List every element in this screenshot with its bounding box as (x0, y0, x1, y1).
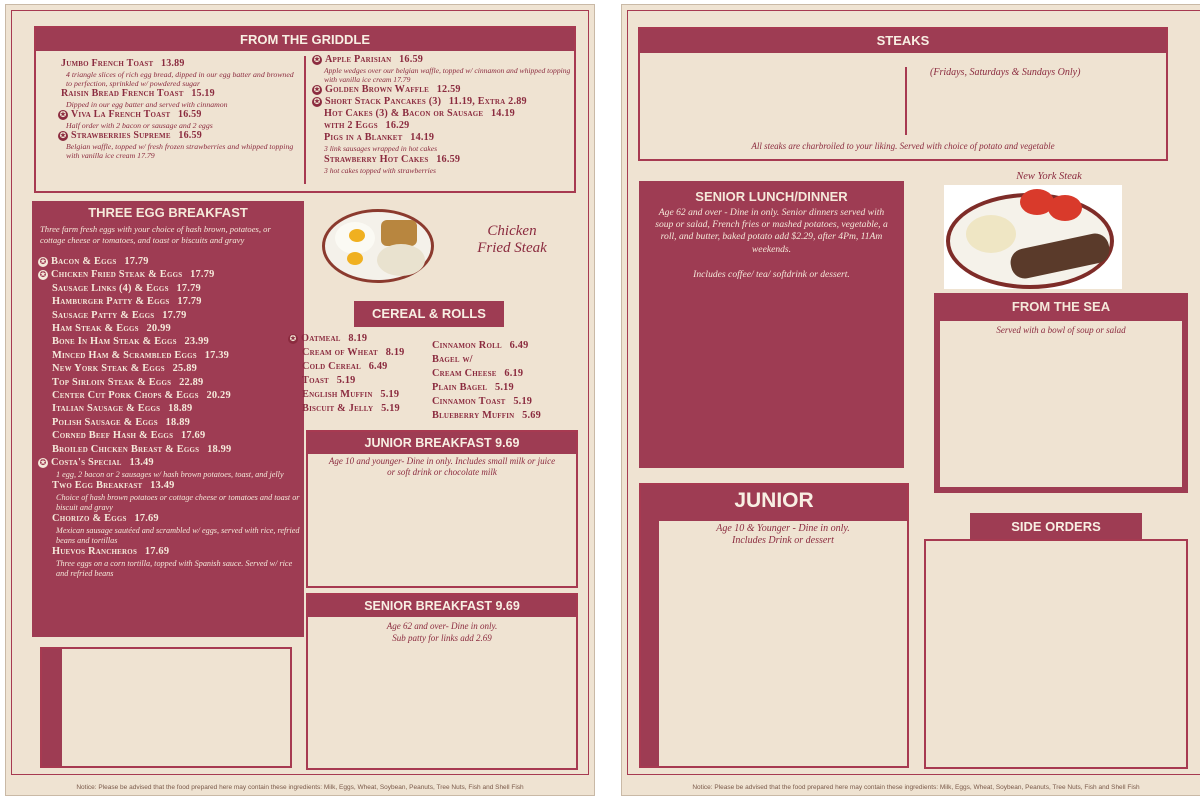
sides-section (40, 647, 292, 768)
menu-item-name: Bagel w/ (432, 354, 473, 365)
menu-item-name: Two Egg Breakfast (52, 480, 143, 492)
menu-item-desc: Apple wedges over our belgian waffle, topped w/ cinnamon and whipped topping with vanilla ice cream 17.79 (324, 66, 571, 85)
allergen-notice: Notice: Please be advised that the food prepared here may contain these ingredients: Milk, Eggs, Wheat, Soybean, Peanuts, Tree Nuts, Fish and Shell Fish (692, 784, 1140, 791)
menu-item-price: 18.89 (162, 416, 191, 428)
menu-item-price: 8.19 (382, 347, 405, 358)
menu-item (38, 295, 300, 308)
menu-item-price: 13.89 (158, 58, 185, 69)
menu-item (38, 389, 300, 402)
menu-item (38, 443, 300, 456)
menu-item (432, 367, 582, 381)
three-egg-intro: Three farm fresh eggs with your choice of hash brown, potatoes, or cottage cheese or tomatoes, and toast or biscuits and gravy (40, 224, 271, 245)
menu-page-right (621, 4, 1200, 796)
menu-item (288, 346, 438, 360)
junior-side-bar (641, 521, 659, 766)
menu-item (432, 381, 582, 395)
cereal-right-list (432, 339, 582, 423)
menu-page-left (5, 4, 595, 796)
menu-item (38, 268, 300, 281)
griddle-section (34, 26, 576, 193)
egg-yolk (349, 229, 365, 242)
menu-item (38, 512, 300, 525)
menu-item-name: Cinnamon Roll (432, 340, 502, 351)
menu-item (38, 362, 300, 375)
menu-item-price: 11.19, Extra 2.89 (446, 96, 527, 108)
menu-item-name: Bone In Ham Steak & Eggs (52, 336, 177, 348)
menu-item-price: 16.59 (175, 130, 202, 142)
menu-item-name: Costa's Special (51, 457, 122, 469)
menu-item-price: 13.49 (126, 457, 154, 469)
sea-title: FROM THE SEA (1011, 299, 1111, 314)
egg-yolk (347, 252, 363, 265)
menu-item (38, 479, 300, 492)
menu-item-name: Cold Cereal (302, 361, 361, 372)
menu-item-name: Hamburger Patty & Eggs (52, 296, 170, 308)
senior-lunch-title: SENIOR LUNCH/DINNER (695, 189, 848, 204)
menu-item-price: 6.49 (365, 361, 388, 372)
menu-item-price: 5.19 (378, 403, 400, 414)
menu-item (58, 58, 300, 70)
menu-item-price: 17.79 (187, 269, 215, 281)
griddle-left-list (58, 58, 300, 160)
menu-item (288, 374, 438, 388)
menu-item-price: 15.19 (188, 88, 215, 100)
menu-item-price: 25.89 (169, 363, 197, 375)
ny-steak-photo (944, 185, 1122, 289)
steaks-weekend-note: (Fridays, Saturdays & Sundays Only) (930, 67, 1081, 78)
menu-item-price: 17.39 (201, 349, 230, 361)
menu-item-name: Top Sirloin Steak & Eggs (52, 376, 172, 388)
photo-caption (462, 223, 562, 257)
steaks-divider (905, 67, 907, 135)
menu-item-price: 22.89 (176, 376, 204, 388)
menu-item-name: Strawberry Hot Cakes (324, 153, 429, 165)
star-icon: ✪ (289, 334, 297, 343)
cereal-left-list (288, 332, 438, 416)
menu-item (288, 388, 438, 402)
menu-item (288, 332, 438, 346)
junior-includes: Includes Drink or dessert (732, 535, 834, 546)
menu-item (38, 335, 300, 348)
menu-item (312, 96, 574, 108)
menu-item-desc: Choice of hash brown potatoes or cottage cheese or tomatoes and toast or biscuit and gravy (56, 492, 300, 512)
menu-item-price: 17.79 (173, 282, 201, 294)
menu-item-name: with 2 Eggs (324, 120, 378, 132)
star-icon: ✪ (59, 110, 67, 120)
menu-item (432, 395, 582, 409)
menu-item (58, 88, 300, 100)
sea-intro: Served with a bowl of soup or salad (996, 325, 1126, 335)
menu-item-name: Viva La French Toast (71, 109, 171, 121)
menu-item-name: Biscuit & Jelly (302, 403, 374, 414)
menu-item-price: 16.59 (433, 153, 461, 165)
menu-item-name: Plain Bagel (432, 382, 488, 393)
menu-item-price: 5.19 (492, 382, 514, 393)
three-egg-list (38, 255, 300, 578)
menu-item (312, 84, 574, 96)
menu-item (38, 429, 300, 442)
caption-line: Fried Steak (477, 240, 547, 256)
sea-section (934, 293, 1188, 493)
steaks-section (638, 27, 1168, 161)
menu-item-name: Bacon & Eggs (51, 256, 117, 267)
senior-breakfast-intro: Age 62 and over- Dine in only. (386, 621, 498, 631)
menu-item-name: Cream of Wheat (302, 347, 378, 358)
tomato-slice (1048, 195, 1082, 221)
menu-item-name: Polish Sausage & Eggs (52, 416, 158, 428)
griddle-title: FROM THE GRIDDLE (36, 28, 574, 51)
star-icon: ✪ (313, 85, 321, 95)
menu-item-name: Oatmeal (301, 333, 341, 344)
menu-item-name: Toast (302, 375, 329, 386)
menu-item (432, 409, 582, 423)
menu-item (312, 54, 574, 66)
menu-item (38, 402, 300, 415)
menu-item-name: Huevos Rancheros (52, 546, 138, 558)
menu-item-desc: Belgian waffle, topped w/ fresh frozen strawberries and whipped topping with vanilla ice cream 17.79 (66, 141, 294, 161)
menu-item-name: Apple Parisian (325, 54, 392, 65)
menu-item-name: Cream Cheese (432, 368, 497, 379)
menu-item (312, 154, 574, 166)
mashed-potato (966, 215, 1016, 253)
menu-item-price: 23.99 (181, 336, 209, 348)
menu-item-desc: 4 triangle slices of rich egg bread, dipped in our egg batter and browned to perfection, sprinkled w/ powdered sugar (66, 69, 294, 88)
menu-item (312, 120, 574, 132)
three-egg-section (32, 201, 304, 637)
griddle-right-list (312, 54, 574, 175)
caption-line: Chicken (487, 223, 537, 239)
ny-steak-caption: New York Steak (1016, 171, 1082, 182)
menu-item-name: Sausage Patty & Eggs (52, 309, 155, 321)
menu-item-name: Broiled Chicken Breast & Eggs (52, 443, 200, 455)
cereal-title: CEREAL & ROLLS (354, 301, 504, 327)
menu-item-price: 13.49 (147, 480, 175, 492)
star-icon: ✪ (59, 131, 67, 141)
hash-brown (381, 220, 417, 246)
menu-item-price: 16.59 (175, 109, 202, 121)
star-icon: ✪ (313, 97, 321, 107)
menu-item-name: Chorizo & Eggs (52, 513, 127, 525)
menu-item-desc: 1 egg, 2 bacon or 2 sausages w/ hash brown potatoes, toast, and jelly (56, 469, 284, 479)
menu-item-name: Sausage Links (4) & Eggs (52, 282, 169, 294)
senior-lunch-intro: Age 62 and over - Dine in only. Senior dinners served with soup or salad, French fries or mashed potatoes, vegetable, a roll, and butter, baked potato add $2.29, after 4Pm, 11Am weekends. (655, 207, 888, 255)
menu-item-price: 17.69 (131, 513, 159, 525)
menu-item-price: 14.19 (488, 108, 515, 120)
menu-item-price: 16.29 (382, 120, 410, 132)
menu-item (38, 282, 300, 295)
menu-item (38, 376, 300, 389)
junior-section (639, 483, 909, 768)
menu-item-price: 18.89 (165, 403, 193, 415)
griddle-divider (304, 56, 306, 184)
menu-item (58, 130, 300, 142)
menu-item (58, 109, 300, 121)
side-orders-title: SIDE ORDERS (970, 513, 1142, 541)
star-icon: ✪ (39, 257, 47, 266)
menu-item-name: Short Stack Pancakes (3) (325, 96, 442, 108)
senior-breakfast-section (306, 593, 578, 770)
menu-item-name: Golden Brown Waffle (325, 84, 430, 96)
menu-item-price: 5.19 (510, 396, 533, 407)
senior-breakfast-title: SENIOR BREAKFAST 9.69 (308, 595, 576, 617)
junior-breakfast-title: JUNIOR BREAKFAST 9.69 (308, 432, 576, 454)
menu-item-price: 17.79 (159, 309, 187, 321)
menu-item-price: 20.29 (203, 390, 231, 402)
menu-item-name: Corned Beef Hash & Eggs (52, 430, 174, 442)
menu-item (38, 545, 300, 558)
menu-item-name: Center Cut Pork Chops & Eggs (52, 390, 199, 402)
menu-item-price: 5.19 (333, 375, 356, 386)
three-egg-title: THREE EGG BREAKFAST (88, 205, 248, 220)
menu-item-name: Italian Sausage & Eggs (52, 403, 161, 415)
menu-item-price: 16.59 (396, 54, 424, 65)
menu-item-price: 17.79 (121, 256, 149, 267)
menu-item (38, 349, 300, 362)
menu-item (38, 456, 300, 469)
menu-item-name: Blueberry Muffin (432, 410, 515, 421)
senior-lunch-section (639, 181, 904, 468)
menu-item-name: Hot Cakes (3) & Bacon or Sausage (324, 108, 484, 120)
menu-item-price: 17.69 (142, 546, 170, 558)
menu-item-desc: Half order with 2 bacon or sausage and 2 eggs (66, 120, 213, 130)
star-icon: ✪ (313, 55, 321, 64)
menu-item (312, 108, 574, 120)
menu-item-name: Strawberries Supreme (71, 130, 171, 142)
menu-item (432, 353, 582, 367)
menu-item (432, 339, 582, 353)
menu-item-name: Ham Steak & Eggs (52, 323, 139, 335)
menu-item-price: 6.49 (506, 340, 529, 351)
menu-item-name: Pigs in a Blanket (324, 132, 403, 144)
menu-item-price: 18.99 (204, 443, 232, 455)
menu-item-price: 5.69 (519, 410, 541, 421)
menu-item-price: 6.19 (501, 368, 524, 379)
sea-inner (940, 321, 1182, 487)
junior-title: JUNIOR (734, 489, 814, 512)
side-orders-section (924, 539, 1188, 769)
menu-item (288, 360, 438, 374)
menu-item-name: Cinnamon Toast (432, 396, 506, 407)
menu-item-desc: Three eggs on a corn tortilla, topped with Spanish sauce. Served w/ rice and refried beans (56, 558, 293, 578)
menu-item-price: 20.99 (143, 323, 171, 335)
junior-intro: Age 10 & Younger - Dine in only. (716, 523, 850, 534)
menu-item-name: Chicken Fried Steak & Eggs (51, 269, 183, 281)
junior-breakfast-intro: Age 10 and younger- Dine in only. Includes small milk or juice or soft drink or chocolate milk (328, 456, 556, 477)
sides-label-bar (42, 649, 62, 766)
menu-item (38, 255, 300, 268)
menu-item-price: 17.79 (174, 296, 202, 308)
senior-lunch-includes: Includes coffee/ tea/ softdrink or dessert. (693, 269, 850, 280)
star-icon: ✪ (39, 458, 47, 468)
menu-item (38, 309, 300, 322)
menu-item-price: 5.19 (377, 389, 400, 400)
steaks-footer: All steaks are charbroiled to your liking. Served with choice of potato and vegetable (751, 141, 1055, 151)
allergen-notice: Notice: Please be advised that the food prepared here may contain these ingredients: Milk, Eggs, Wheat, Soybean, Peanuts, Tree Nuts, Fish and Shell Fish (76, 784, 524, 791)
menu-item-name: Jumbo French Toast (61, 58, 154, 69)
menu-item-desc: 3 hot cakes topped with strawberries (324, 165, 437, 175)
menu-item-price: 17.69 (178, 430, 206, 442)
menu-item-price: 12.59 (434, 84, 461, 96)
menu-item-name: Minced Ham & Scrambled Eggs (52, 349, 197, 361)
chicken-fried-steak-photo (322, 205, 442, 287)
steaks-title: STEAKS (640, 29, 1166, 53)
star-icon: ✪ (39, 270, 47, 280)
menu-item (38, 322, 300, 335)
menu-item-price: 14.19 (407, 132, 435, 144)
gravy (377, 244, 425, 276)
junior-breakfast-section (306, 430, 578, 588)
menu-item-price: 8.19 (345, 333, 368, 344)
menu-item-name: New York Steak & Eggs (52, 363, 165, 375)
menu-item (312, 132, 574, 144)
menu-item-desc: Mexican sausage sautéed and scrambled w/ eggs, served with rice, refried beans and tortillas (56, 525, 300, 545)
menu-item-desc: Dipped in our egg batter and served with cinnamon (66, 99, 228, 109)
menu-item-desc: 3 link sausages wrapped in hot cakes (324, 144, 438, 154)
menu-item-name: Raisin Bread French Toast (61, 88, 184, 100)
plate-image (322, 209, 434, 283)
senior-breakfast-sub: Sub patty for links add 2.69 (392, 633, 492, 643)
menu-item-name: English Muffin (302, 389, 373, 400)
menu-item (288, 402, 438, 416)
menu-item (38, 416, 300, 429)
